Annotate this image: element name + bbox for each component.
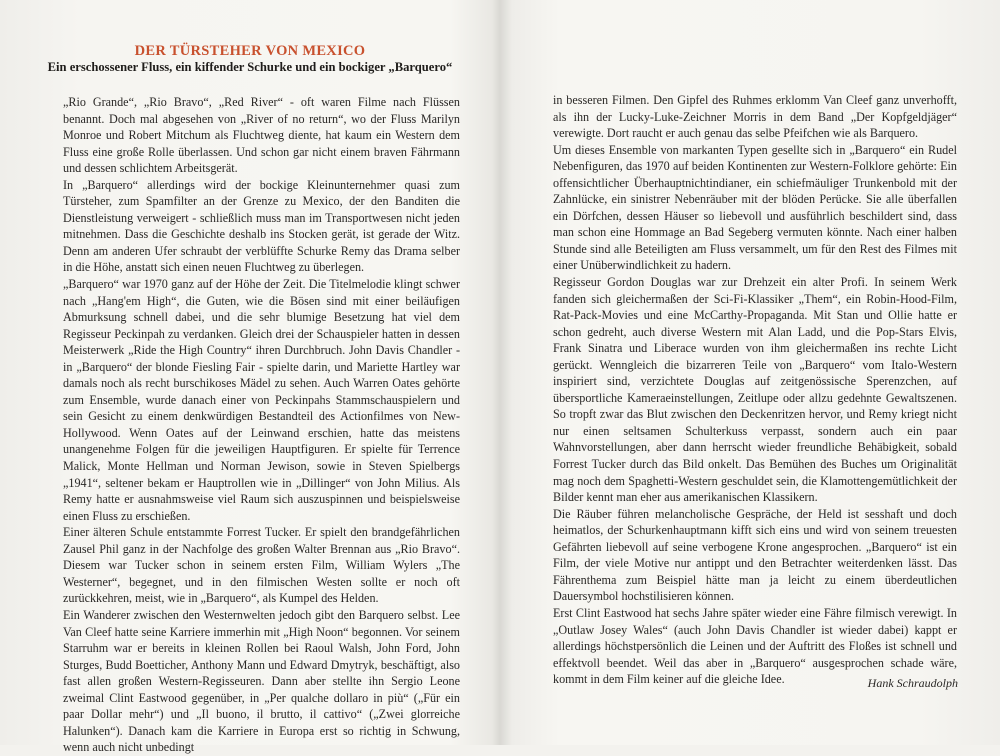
- paragraph: Um dieses Ensemble von markanten Typen gesellte sich in „Barquero“ ein Rudel Nebenfiguren, das 1970 auf beiden Kontinenten zur Western-Folklore gehörte: Ein offensichtlicher Überhauptnichtindianer, ein schiefmäuliger Trunkenbold mit der Zahnlücke, ein sinistrer Nebenräuber mit der blöden Perücke. Sie alle überfallen ein Dörfchen, dessen Häuser so liebevoll und ausführlich beschildert sind, dass man schon eine Hommage an Bad Segeberg vermuten könnte. Nach einer halben Stunde sind alle Beteiligten am Fluss versammelt, um für den Rest des Filmes mit einer Unüberwindlichkeit zu hadern.: [553, 142, 957, 273]
- paragraph: Erst Clint Eastwood hat sechs Jahre später wieder eine Fähre filmisch verewigt. In „Outlaw Josey Wales“ (auch John Davis Chandler ist wieder dabei) kappt er allerdings höchstpersönlich die Leinen und der Auftritt des Floßes ist schnell und effektvoll beendet. Weil das aber in „Barquero“ ausgesprochen schade wäre, kommt in dem Film keiner auf die gleiche Idee.: [553, 605, 957, 687]
- right-page: [500, 0, 1000, 745]
- paragraph: „Barquero“ war 1970 ganz auf der Höhe der Zeit. Die Titelmelodie klingt schwer nach „Hang'em High“, die Guten, wie die Bösen sind mit einer beiläufigen Abmurksung schnell dabei, und die sehr blumige Besetzung hat viel dem Regisseur Peckinpah zu verdanken. Gleich drei der Schauspieler hatten in dessen Meisterwerk „Ride the High Country“ ihren Durchbruch. John Davis Chandler - in „Barquero“ der blonde Fiesling Fair - spielte darin, und Mariette Hartley war damals noch als recht burschikoses Mädel zu sehen. Auch Warren Oates gehörte zum Ensemble, wurde danach einer von Peckinpahs Stammschauspielern und sein Gesicht zu einem denkwürdigen Bestandteil des Actionfilmes von New-Hollywood. Wenn Oates auf der Leinwand erschien, hatte das meistens unangenehme Folgen für die jeweiligen Hauptfiguren. Er spielte für Terrence Malick, Monte Hellman und Norman Jewison, sowie in Steven Spielbergs „1941“, seltener bekam er Hauptrollen wie in „Dillinger“ von John Milius. Als Remy hatte er ausnahmsweise viel Raum sich auszuspinnen und beispielsweise einen Fluss zu erschießen.: [63, 277, 460, 523]
- article-subtitle: Ein erschossener Fluss, ein kiffender Schurke und ein bockiger „Barquero“: [47, 60, 453, 74]
- left-column: [63, 94, 460, 756]
- article-title: DER TÜRSTEHER VON MEXICO: [134, 43, 366, 59]
- right-column: [553, 92, 957, 688]
- paragraph: Ein Wanderer zwischen den Westernwelten jedoch gibt den Barquero selbst. Lee Van Cleef hatte seine Karriere immerhin mit „High Noon“ begonnen. Vor seinem Starruhm war er bereits in kleinen Rollen bei Raoul Walsh, John Ford, John Sturges, Budd Boetticher, Anthony Mann und Edward Dmytryk, beschäftigt, also fast allen großen Western-Regisseuren. Dann aber stellte ihn Sergio Leone zweimal Clint Eastwood gegenüber, in „Per qualche dollaro in più“ („Für ein paar Dollar mehr“) und „Il buono, il brutto, il cattivo“ („Zwei glorreiche Halunken“). Danach kam die Karriere in Europa erst so richtig in Schwung, wenn auch nicht unbedingt: [63, 607, 460, 755]
- paragraph: Einer älteren Schule entstammte Forrest Tucker. Er spielt den brandgefährlichen Zausel Phil ganz in der Nachfolge des großen Walter Brennan aus „Rio Bravo“. Diesem war Tucker schon in seinem ersten Film, William Wylers „The Westerner“, begegnet, und in den filmischen Westen sollte er noch oft zurückkehren, meist, wie in „Barquero“, als Kumpel des Helden.: [63, 525, 460, 606]
- paragraph: in besseren Filmen. Den Gipfel des Ruhmes erklomm Van Cleef ganz unverhofft, als ihn der Lucky-Luke-Zeichner Morris in dem Band „Der Kopfgeldjäger“ verewigte. Dort raucht er auch genau das selbe Pfeifchen wie als Barquero.: [553, 93, 957, 141]
- paragraph: In „Barquero“ allerdings wird der bockige Kleinunternehmer quasi zum Türsteher, zum Spamfilter an der Grenze zu Mexico, der den Banditen die Dienstleistung verweigert - schließlich muss man im Transportwesen nicht jeden mitnehmen. Dass die Geschichte deshalb ins Stocken gerät, ist gerade der Witz. Denn am anderen Ufer schraubt der verblüffte Schurke Remy das Drama selber in die Höhe, anstatt sich einen neuen Fluchtweg zu überlegen.: [63, 177, 460, 275]
- paragraph: Die Räuber führen melancholische Gespräche, der Held ist sesshaft und doch heimatlos, der Schurkenhauptmann kifft sich eins und wird von seinem treuesten Gefährten liebevoll auf seine verbogene Krone angesprochen. „Barquero“ ist ein Film, der viele Motive nur antippt und den Betrachter weiterdenken lässt. Das Fährenthema zum Beispiel hätte man ja leicht zu einem überdeutlichen Dauersymbol hochstilisieren können.: [553, 506, 957, 604]
- paragraph: „Rio Grande“, „Rio Bravo“, „Red River“ - oft waren Filme nach Flüssen benannt. Doch mal abgesehen von „River of no return“, wo der Fluss Marilyn Monroe und Robert Mitchum als Fluchtweg diente, hat kaum ein Western dem Fluss eine große Rolle überlassen. Und schon gar nicht einem braven Fährmann und dessen schlichtem Arbeitsgerät.: [63, 95, 460, 176]
- author-signature: Hank Schraudolph: [867, 676, 958, 690]
- left-page: [0, 0, 500, 755]
- paragraph: Regisseur Gordon Douglas war zur Drehzeit ein alter Profi. In seinem Werk fanden sich gleichermaßen der Sci-Fi-Klassiker „Them“, ein Robin-Hood-Film, Rat-Pack-Movies und eine McCarthy-Propaganda. Mit Stan und Ollie hatte er schon gedreht, auch diverse Western mit Alan Ladd, und die Pop-Stars Elvis, Frank Sinatra und Liberace wurden von ihm gleichermaßen ins rechte Licht gerückt. Wenngleich die bizarreren Teile von „Barquero“ vom Italo-Western inspiriert sind, verzichtete Douglas auf zeitgenössische Sperenzchen, auf übersportliche Kameraeinstellungen, Zeitlupe oder allzu gedehnte Gewaltszenen. So tropft zwar das Blut zwischen den Deckenritzen hervor, und Remy kriegt nicht nur einen seltsamen Schulterkuss verpasst, sondern auch ein paar Wahnvorstellungen, aber dann herrscht wieder freundliche Behäbigkeit, sobald Forrest Tucker durch das Bild onkelt. Das Bemühen des Buches um Originalität mag noch dem Spaghetti-Western geschuldet sein, die Klamottengemütlichkeit der Bilder kennt man eher aus amerikanischen Klassikern.: [553, 275, 957, 505]
